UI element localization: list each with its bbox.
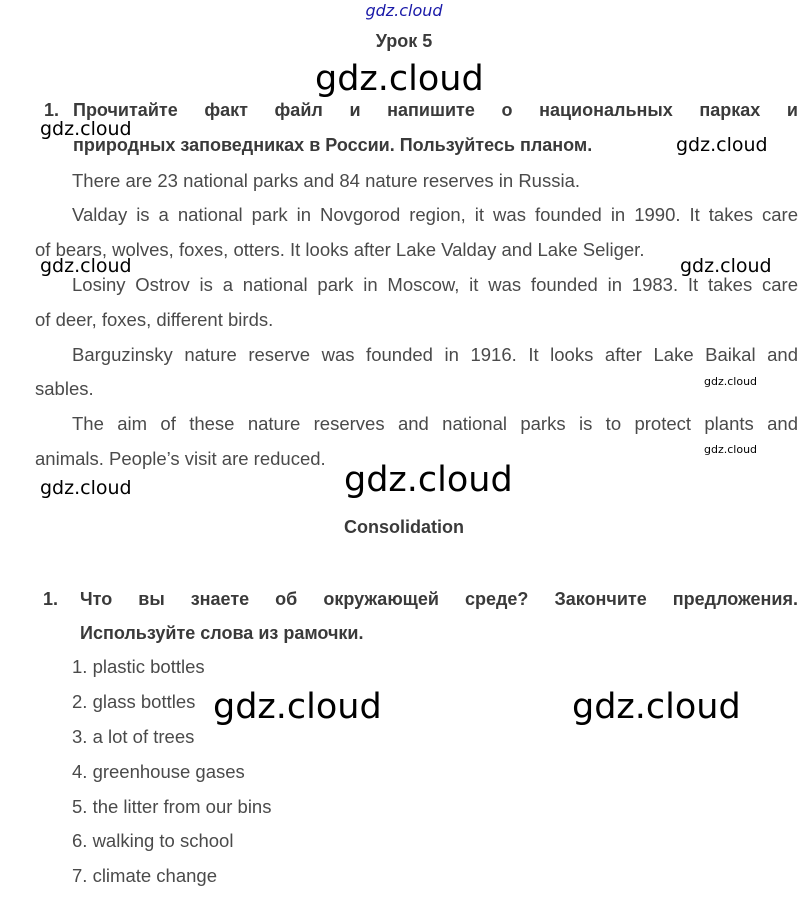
watermark-medium-3: gdz.cloud [40,255,132,277]
task1-number: 1. [44,100,60,120]
paragraph-4-line2: sables. [35,378,94,399]
consolidation-title: Consolidation [344,517,464,537]
watermark-medium-1: gdz.cloud [40,118,132,140]
consolidation-task-number: 1. [43,589,59,609]
paragraph-1: There are 23 national parks and 84 nature reserves in Russia. [72,170,581,191]
watermark-large-3: gdz.cloud [213,687,382,727]
watermark-top: gdz.cloud [365,1,443,20]
paragraph-4-line1: Barguzinsky nature reserve was founded in 1916. It looks after Lake Baikal and [72,344,798,365]
list-item-4: 4. greenhouse gases [72,761,245,782]
lesson-title: Урок 5 [375,31,433,51]
watermark-large-4: gdz.cloud [572,687,741,727]
list-item-6: 6. walking to school [72,830,234,851]
paragraph-2-line2: of bears, wolves, foxes, otters. It looks after Lake Valday and Lake Seliger. [35,239,645,260]
watermark-small-2: gdz.cloud [704,443,758,456]
watermark-small-1: gdz.cloud [704,375,758,388]
list-item-2: 2. glass bottles [72,691,196,712]
consolidation-instruction-line2: Используйте слова из рамочки. [80,623,364,643]
watermark-medium-4: gdz.cloud [680,255,772,277]
list-item-3: 3. a lot of trees [72,726,195,747]
paragraph-3-line1: Losiny Ostrov is a national park in Moscow, it was founded in 1983. It takes care [72,274,798,295]
task1-instruction-line1: Прочитайте факт файл и напишите о национальных парках и [73,100,798,120]
consolidation-instruction-line1: Что вы знаете об окружающей среде? Закончите предложения. [80,589,798,609]
paragraph-2-line1: Valday is a national park in Novgorod region, it was founded in 1990. It takes care [72,204,798,225]
watermark-medium-2: gdz.cloud [676,134,768,156]
watermark-large-2: gdz.cloud [344,460,513,500]
list-item-7: 7. climate change [72,865,218,886]
list-item-5: 5. the litter from our bins [72,796,272,817]
watermark-large-1: gdz.cloud [315,59,484,99]
watermark-medium-5: gdz.cloud [40,477,132,499]
task1-instruction-line2: природных заповедниках в России. Пользуйтесь планом. [73,135,593,155]
paragraph-3-line2: of deer, foxes, different birds. [35,309,274,330]
list-item-1: 1. plastic bottles [72,656,205,677]
paragraph-5-line1: The aim of these nature reserves and national parks is to protect plants and [72,413,798,434]
paragraph-5-line2: animals. People’s visit are reduced. [35,448,326,469]
